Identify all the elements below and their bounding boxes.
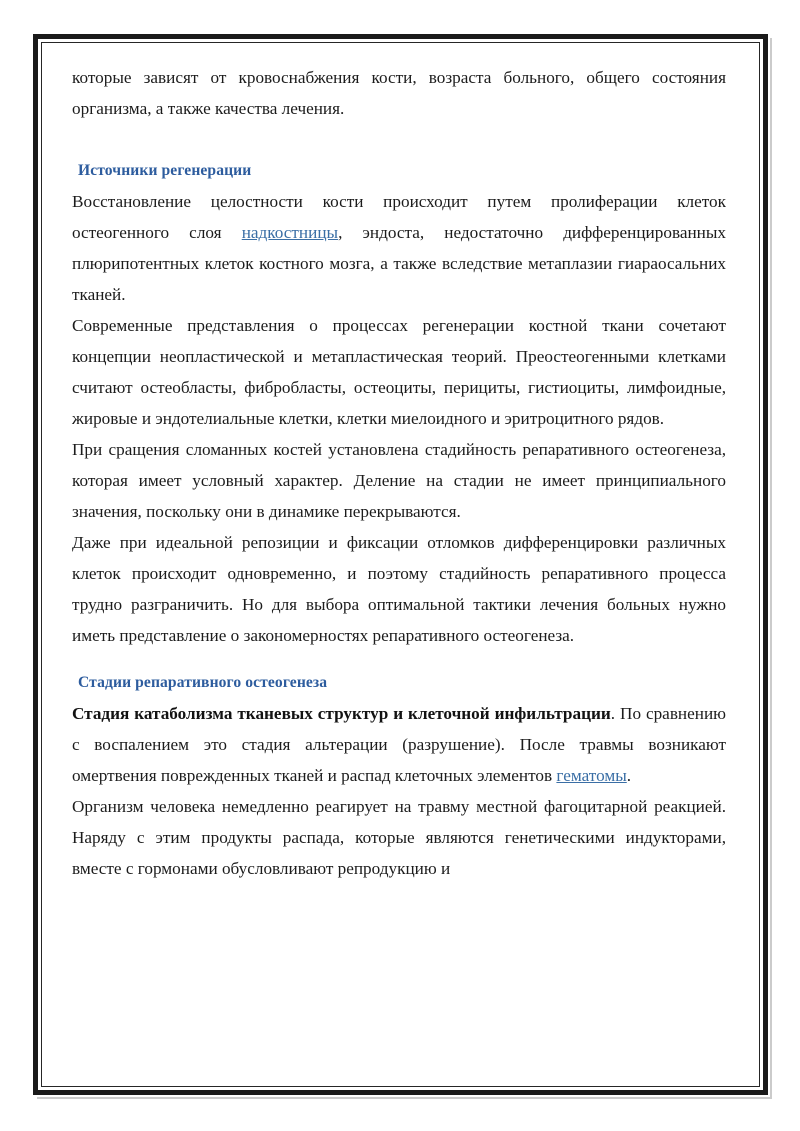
paragraph-pri-srashcheniya: При сращения сломанных костей установлена стадийность репаративного остеогенеза, которая имеет условный характер. Деление на стадии не имеет принципиального значения, поскольку они в динамике перекрываются. xyxy=(72,440,726,521)
bold-lead-in: Стадия катаболизма тканевых структур и клеточной инфильтрации xyxy=(72,704,611,723)
link-gematomy[interactable]: гематомы xyxy=(556,766,627,785)
heading-istochniki-regeneracii: Источники регенерации xyxy=(78,162,252,179)
document-text-column xyxy=(72,62,726,884)
heading-spacer xyxy=(72,651,726,667)
heading-stadii-reparativnogo-osteogeneza: Стадии репаративного остеогенеза xyxy=(78,674,328,691)
paragraph-spacer xyxy=(72,124,726,155)
paragraph-stadiya-katabolizma xyxy=(72,698,726,791)
paragraph-text-before-link: Восстановление целостности кости происходит путем пролиферации клеток остеогенного слоя xyxy=(72,192,726,242)
paragraph-dazhe-pri-idealnoy: Даже при идеальной репозиции и фиксации отломков дифференцировки различных клеток происходит одновременно, и поэтому стадийность репаративного процесса трудно разграничить. Но для выбора оптимальной тактики лечения больных нужно иметь представление о закономерностях репаративного остеогенеза. xyxy=(72,533,726,645)
paragraph-organizm-cheloveka: Организм человека немедленно реагирует на травму местной фагоцитарной реакцией. Наряду с этим продукты распада, которые являются генетическими индукторами, вместе с гормонами обусловливают репродукцию и xyxy=(72,797,726,878)
paragraph-sovremennye-predstavleniya: Современные представления о процессах регенерации костной ткани сочетают концепции неопластической и метапластическая теорий. Преостеогенными клетками считают остеобласты, фибробласты, остеоциты, перициты, гистиоциты, лимфоидные, жировые и эндотелиальные клетки, клетки миелоидного и эритроцитного рядов. xyxy=(72,316,726,428)
paragraph-text-middle: . По сравнению с воспалением это стадия альтерации (разрушение). После травмы возникают омертвения поврежденных тканей и распад клеточных элементов xyxy=(72,704,726,785)
paragraph-text-after-link: , эндоста, недостаточно дифференцированных плюрипотентных клеток костного мозга, а также вследствие метаплазии гиараосальних тканей. xyxy=(72,223,726,304)
paragraph-vosstanovlenie xyxy=(72,186,726,310)
paragraph-text-after-link: . xyxy=(626,766,632,785)
paragraph-continuation: которые зависят от кровоснабжения кости, возраста больного, общего состояния организма, а также качества лечения. xyxy=(72,68,726,118)
link-nadkostnicy[interactable]: надкостницы xyxy=(241,223,339,242)
